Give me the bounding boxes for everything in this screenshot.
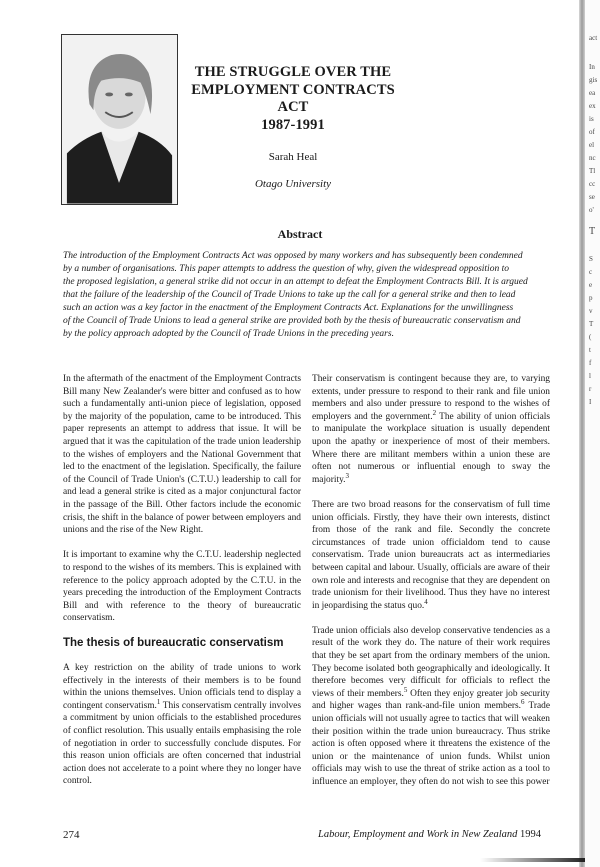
adjacent-fragment: of <box>589 128 595 136</box>
adjacent-fragment: T <box>589 226 596 237</box>
footnote-ref: 2 <box>432 408 437 417</box>
text-run: Often they enjoy greater job security and higher wages than rank-and-file union members. <box>312 688 550 712</box>
author-affiliation: Otago University <box>254 178 332 190</box>
adjacent-fragment: e <box>589 281 593 289</box>
adjacent-fragment: Tl <box>589 167 596 175</box>
abstract-line: of the Council of Trade Unions to lead a general strike are provided both by the thesis of bureaucratic conservatism and <box>63 316 521 326</box>
scan-shadow <box>480 858 585 862</box>
title-line-3: 1987-1991 <box>261 116 325 133</box>
adjacent-fragment: In <box>589 63 595 71</box>
text-run: This conservatism centrally involves a commitment by union officials to the established procedures of conflict resolution. This usually entails emphasising the role of negotiation in order to successfully conclude disputes. For this reason union officials are often concerned that industrial action does not accelerate to a point where they no longer have control. <box>63 700 301 787</box>
adjacent-fragment: cc <box>589 180 596 188</box>
footnote-ref: 4 <box>424 597 428 606</box>
journal-year: 1994 <box>520 829 542 840</box>
adjacent-fragment: t <box>589 346 591 354</box>
adjacent-fragment: el <box>589 141 595 149</box>
text-run: Trade union officials will not usually agree to tactics that will weaken their position within the trade union bureaucracy. Thus strike action is often opposed where it threatens the existence of the union or the maintenance of union funds. Whilst union officials may wish to use the threat of strike action as a tool to influence an employer, they often do not wish to see this power <box>312 701 550 787</box>
footnote-ref: 3 <box>345 471 349 480</box>
paragraph <box>312 499 550 612</box>
author-photo <box>61 34 178 205</box>
adjacent-fragment: S <box>589 255 593 263</box>
title-line-2: EMPLOYMENT CONTRACTS ACT <box>191 81 395 115</box>
section-heading: The thesis of bureaucratic conservatism <box>63 637 284 650</box>
abstract-line: that the failure of the leadership of the Council of Trade Unions to take up the call for a general strike and then to lead <box>63 290 516 300</box>
adjacent-fragment: f <box>589 359 592 367</box>
adjacent-fragment: ea <box>589 89 596 97</box>
adjacent-fragment: se <box>589 193 595 201</box>
page-number: 274 <box>63 829 80 841</box>
footnote-ref: 1 <box>156 697 161 706</box>
abstract-text <box>63 250 563 341</box>
adjacent-fragment: c <box>589 268 593 276</box>
abstract-line: The introduction of the Employment Contracts Act was opposed by many workers and has subsequently been condemned <box>63 251 523 261</box>
footnote-ref: 6 <box>520 698 525 707</box>
text-run: The ability of union officials to manipulate the workplace situation is usually dependent upon the apathy or inexperience of most of their members. Where there are militant members within a union these are often not numerous or influential enough to sway the majority. <box>312 411 550 485</box>
adjacent-fragment: v <box>589 307 593 315</box>
abstract-line: the proposed legislation, a general strike did not occur in an attempt to defeat the Employment Contracts Bill. It is argued <box>63 277 528 287</box>
adjacent-fragment: l <box>589 372 591 380</box>
running-footer <box>318 829 541 840</box>
abstract-heading: Abstract <box>277 227 323 241</box>
article-title <box>178 64 408 134</box>
adjacent-page-edge <box>585 0 600 867</box>
author-name: Sarah Heal <box>268 151 318 163</box>
paragraph: It is important to examine why the C.T.U. leadership neglected to respond to the wishes of its members. This is explained with reference to the policy approach adopted by the C.T.U. in the years preceding the introduction of the Employment Contracts Bill and with reference to the theory of bureaucratic conservatism. <box>63 550 301 624</box>
paragraph: In the aftermath of the enactment of the Employment Contracts Bill many New Zealander's were bitter and confused as to how such a fundamentally anti-union piece of legislation, opposed by the majority of the population, came to be introduced. This paper represents an attempt to address that issue. It will be argued that it was the capitulation of the trade union leadership to the wishes of employers and the National Government that led to the enactment of the legislation. Specifically, the failure of the Council of Trade Union's (C.T.U.) leadership to call for and lead a general strike is cited as a major conjunctural factor in the passage of the Bill. Other factors include the economic crisis, the shift in the balance of power between employers and unions and the rise of the New Right. <box>63 374 301 536</box>
adjacent-fragment: o' <box>589 206 594 214</box>
article-header <box>178 64 408 190</box>
right-column <box>312 373 550 801</box>
journal-name: Labour, Employment and Work in New Zealand <box>318 829 518 840</box>
text-run: Trade union officials also develop conservative tendencies as a result of the work they do. The nature of their work requires that they be set apart from the ordinary members of the union. They become isolated both geographically and ideologically. It therefore becomes very difficult for officials to reflect the views of their members. <box>312 625 550 699</box>
paragraph <box>312 625 550 789</box>
adjacent-fragment: T <box>589 320 594 328</box>
adjacent-fragment: ex <box>589 102 596 110</box>
adjacent-fragment: r <box>589 385 592 393</box>
adjacent-fragment: act <box>589 34 598 42</box>
footnote-ref: 5 <box>403 685 408 694</box>
abstract-line: such an action was a key factor in the enactment of the Employment Contracts Act. Explanations for the unwillingness <box>63 303 514 313</box>
paragraph <box>312 373 550 486</box>
adjacent-fragment: nc <box>589 154 596 162</box>
abstract-line: by the policy approach adopted by the Council of Trade Unions in the preceding years. <box>63 329 394 339</box>
paragraph <box>63 662 301 788</box>
adjacent-fragment: gis <box>589 76 598 84</box>
title-line-1: THE STRUGGLE OVER THE <box>194 64 392 80</box>
adjacent-fragment: p <box>589 294 593 302</box>
adjacent-fragment: ( <box>589 333 592 341</box>
text-run: There are two broad reasons for the conservatism of full time union officials. Firstly, they have their own interests, distinct from those of the rank and file. Secondly the concrete circumstances of trade union officialdom tend to cause conservatism. Trade union bureaucrats act as intermediaries between capital and labour. Usually, officials are aware of their own role and interests and recognise that they are dependent on trade unionism for their livelihood. Thus they have no interest in jeopardising the status quo. <box>312 499 550 611</box>
text-run: A key restriction on the ability of trade unions to work effectively in the interests of their members is to be found within the unions themselves. Union officials tend to display a contingent conservatism. <box>63 663 301 711</box>
left-column <box>63 373 301 801</box>
text-run: Their conservatism is contingent because they are, to varying extents, under pressure to respond to their rank and file union members and also under pressure to respond to the wishes of employers and the government. <box>312 374 550 422</box>
adjacent-fragment: I <box>589 398 592 406</box>
adjacent-fragment: is <box>589 115 594 123</box>
portrait-image <box>62 35 177 204</box>
abstract-line: by a number of organisations. This paper attempts to address the question of why, given the widespread opposition to <box>63 264 509 274</box>
